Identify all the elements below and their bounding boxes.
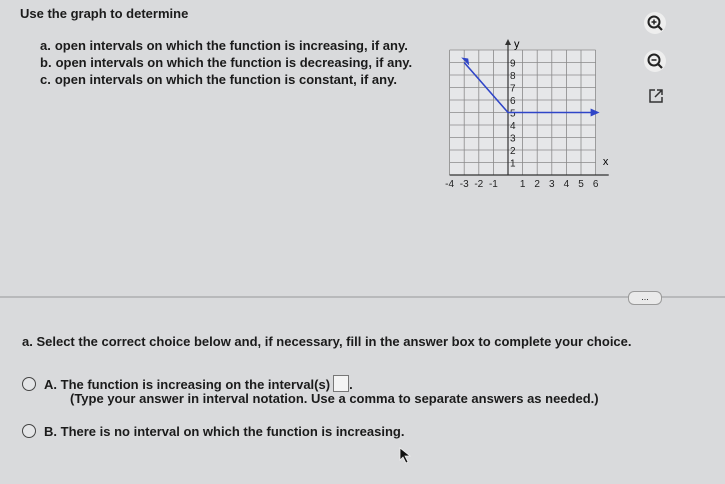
more-button[interactable]: ... — [628, 291, 662, 305]
prompt-item-a — [40, 38, 408, 53]
x-tick-label: -3 — [459, 179, 469, 190]
prompt-item-text: open intervals on which the function is increasing, if any. — [54, 38, 408, 53]
y-tick-label: 2 — [510, 146, 516, 157]
popout-button[interactable] — [646, 86, 668, 108]
prompt-item-text: open intervals on which the function is constant, if any. — [54, 72, 397, 87]
y-axis-label: y — [514, 38, 520, 51]
choice-b[interactable] — [22, 424, 404, 439]
y-tick-label: 3 — [510, 133, 516, 145]
interval-answer-input[interactable] — [333, 375, 349, 392]
mouse-cursor-icon — [398, 446, 414, 464]
section-divider — [0, 296, 725, 298]
x-tick-label: -4 — [445, 179, 455, 190]
choice-b-text: There is no interval on which the function is increasing. — [60, 424, 405, 439]
x-tick-label: 1 — [519, 179, 526, 190]
choice-a-suffix: . — [349, 377, 353, 392]
y-tick-label: 1 — [510, 158, 516, 170]
prompt-item-text: open intervals on which the function is decreasing, if any. — [55, 55, 413, 70]
prompt-intro: Use the graph to determine — [20, 6, 189, 21]
zoom-in-icon — [644, 12, 666, 34]
choice-a[interactable] — [22, 375, 353, 392]
x-tick-label: 6 — [592, 179, 599, 190]
prompt-item-label: a. — [40, 38, 51, 53]
choice-b-label: B. — [44, 424, 57, 439]
choice-a-text: The function is increasing on the interval(s) — [60, 377, 331, 392]
prompt-item-label: b. — [40, 55, 52, 70]
x-tick-label: 2 — [534, 179, 540, 190]
x-tick-label: -2 — [474, 179, 484, 190]
y-axis-arrow — [505, 39, 511, 45]
y-tick-label: 4 — [510, 121, 516, 132]
x-tick-label: 5 — [578, 179, 584, 190]
choice-a-radio[interactable] — [22, 377, 36, 391]
y-tick-label: 7 — [510, 83, 516, 95]
y-tick-label: 6 — [510, 96, 516, 107]
prompt-item-label: c. — [40, 72, 51, 87]
prompt-item-c — [40, 72, 397, 87]
x-axis-label: x — [602, 156, 609, 168]
prompt-item-b — [40, 55, 412, 70]
external-link-icon — [646, 86, 666, 106]
zoom-in-button[interactable] — [644, 12, 666, 34]
choice-a-label: A. — [44, 377, 57, 392]
part-a-instruction: a. Select the correct choice below and, if necessary, fill in the answer box to complete your choice. — [22, 334, 632, 349]
function-graph — [440, 10, 640, 200]
zoom-out-button[interactable] — [644, 50, 666, 72]
zoom-out-icon — [644, 50, 666, 72]
x-tick-label: -1 — [488, 179, 498, 190]
x-tick-label: 4 — [563, 179, 570, 190]
choice-a-note: (Type your answer in interval notation. Use a comma to separate answers as needed.) — [70, 391, 599, 406]
y-tick-label: 9 — [510, 58, 516, 70]
y-tick-label: 8 — [510, 71, 516, 82]
x-tick-label: 3 — [549, 179, 555, 190]
choice-b-radio[interactable] — [22, 424, 36, 438]
y-tick-label: 5 — [510, 108, 516, 120]
